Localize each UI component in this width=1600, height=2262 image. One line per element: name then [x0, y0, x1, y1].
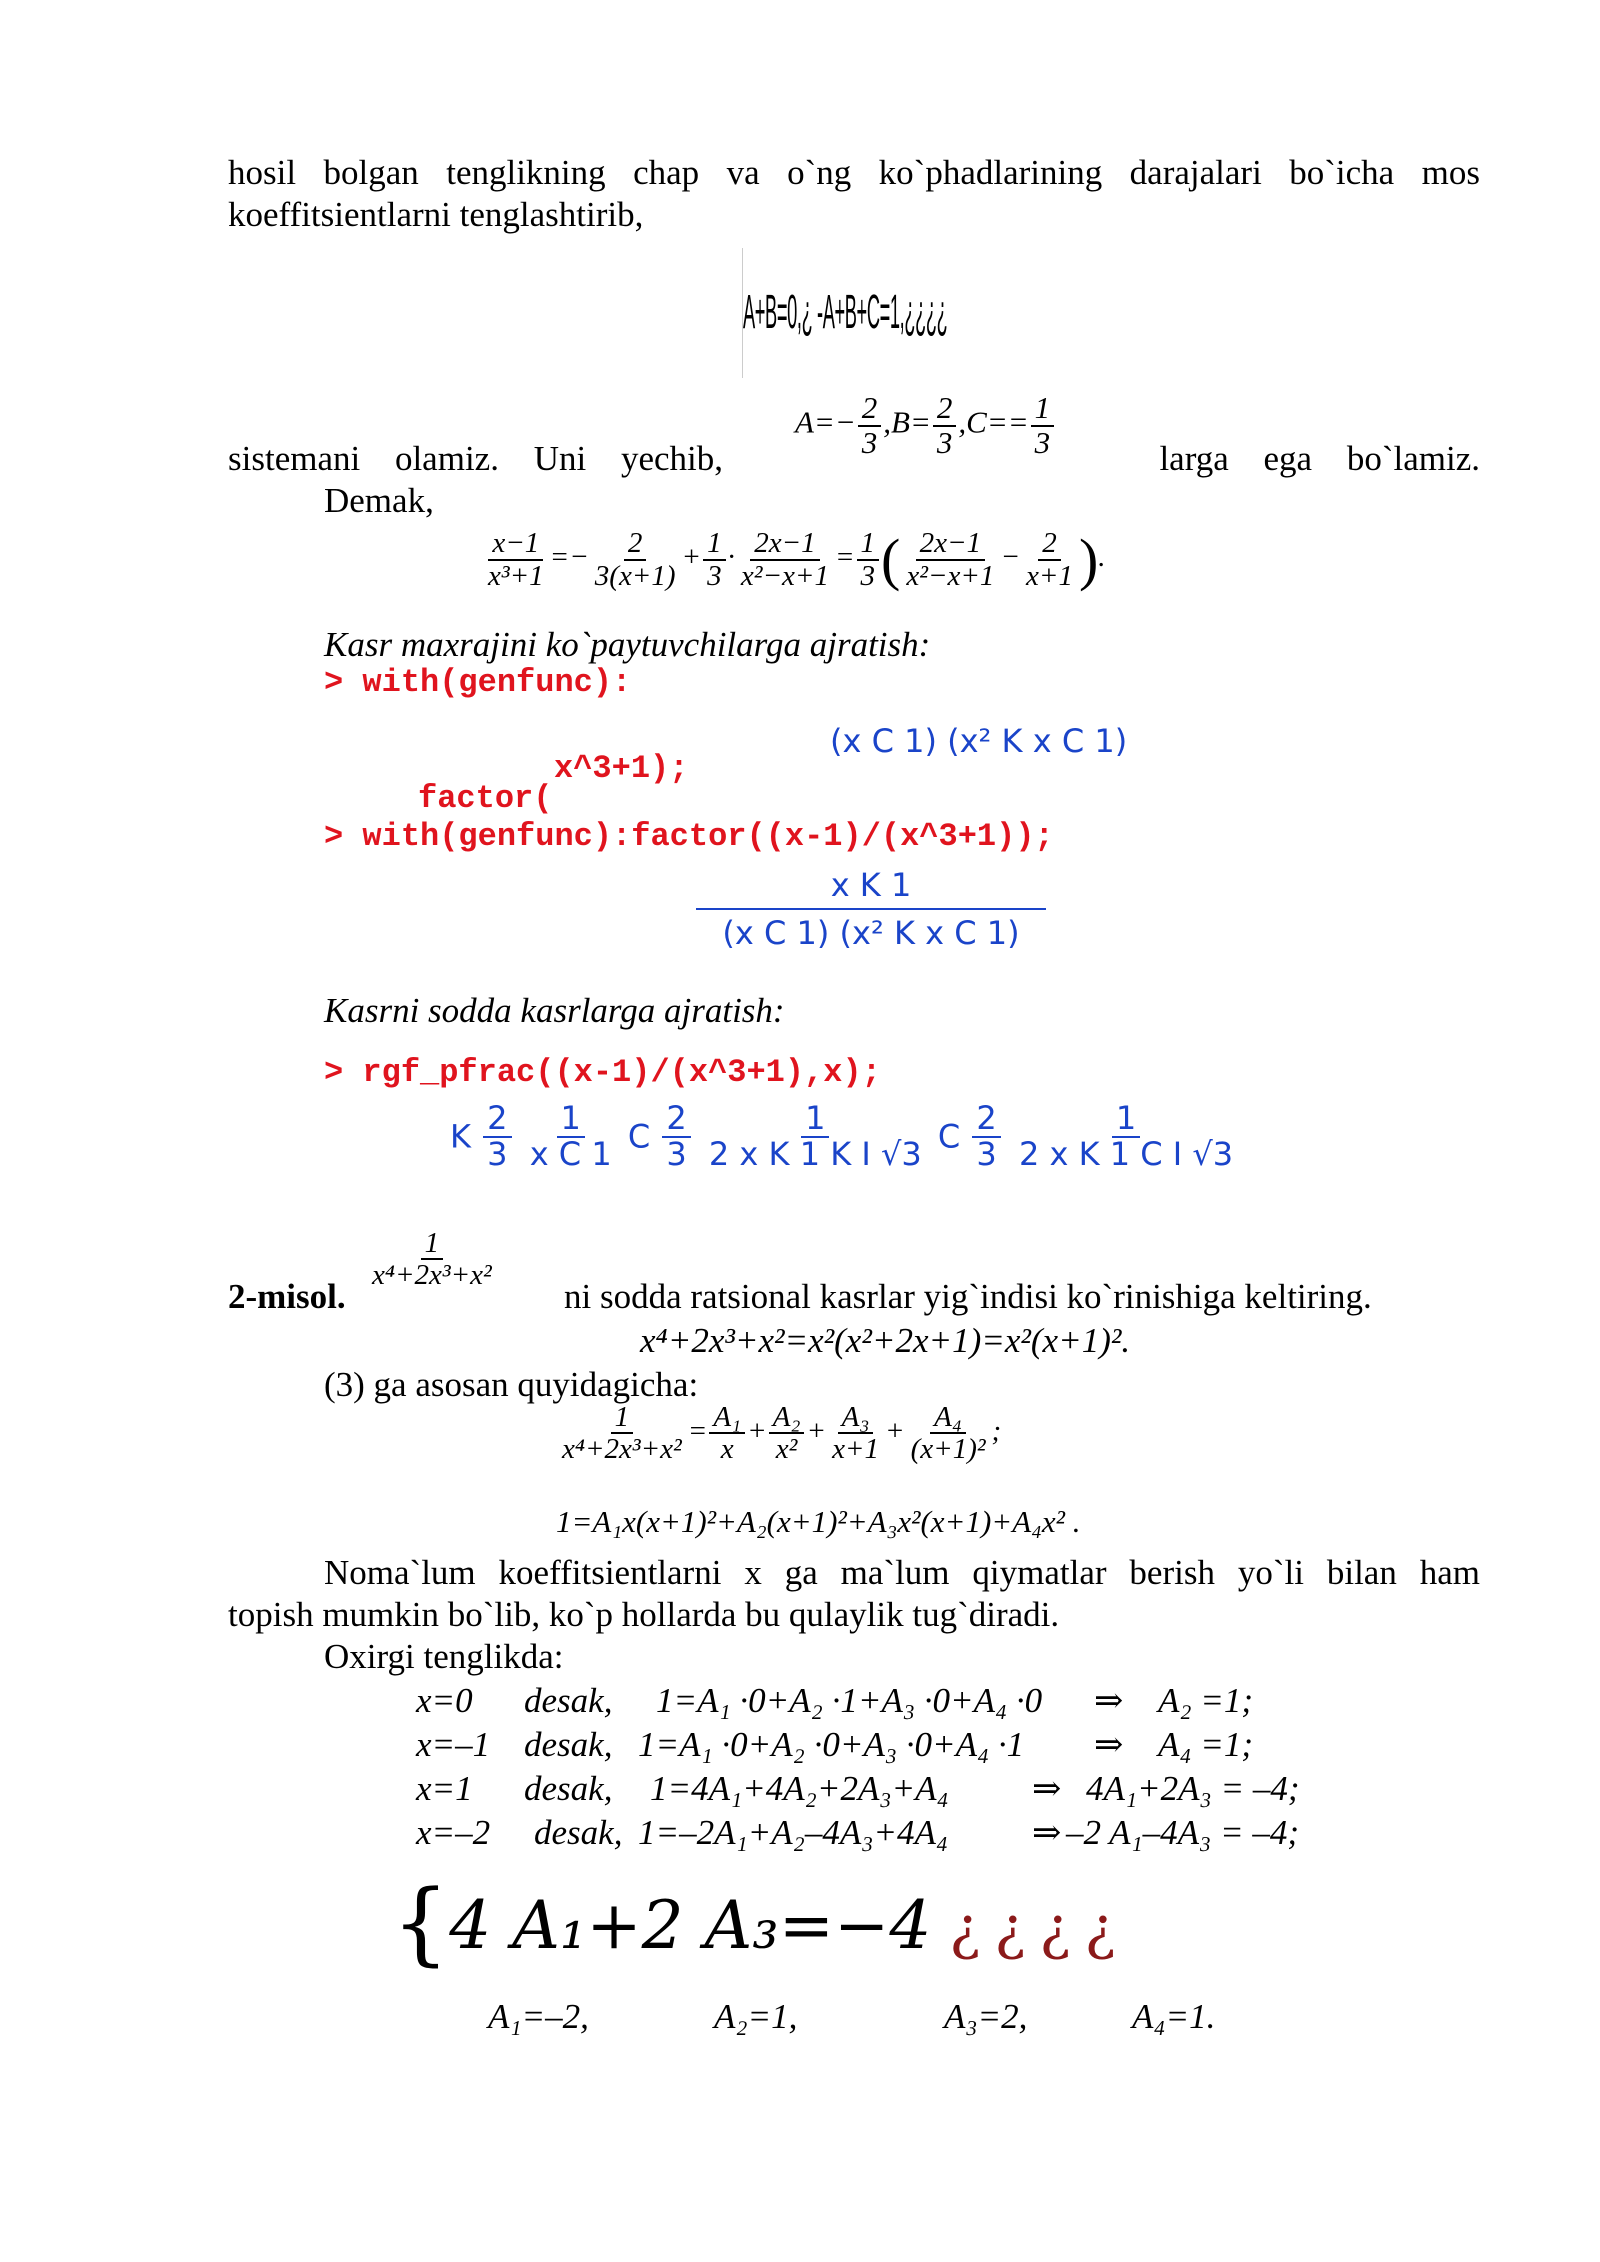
example-label: 2-misol. — [228, 1277, 346, 1316]
case-row: x=–1 desak, 1=A₁ ·0+A₂ ·0+A₃ ·0+A₄ ·1 ⇒ A₄ =1; — [416, 1725, 1254, 1764]
paragraph-line: koeffitsientlarni tenglashtirib, — [228, 195, 644, 234]
maple-command-fragment: factor( — [418, 780, 553, 817]
answer-a4: A₄=1. — [1132, 1997, 1216, 2036]
maple-command: > with(genfunc):factor((x-1)/(x^3+1)); — [324, 818, 1054, 855]
oxirgi-text: Oxirgi tenglikda: — [324, 1637, 564, 1676]
math-a: A=− — [795, 404, 856, 440]
example-fraction: $\frac{1}{\text{x⁴+2x³+x²}}$ — [372, 1227, 492, 1292]
system-equation-image — [742, 248, 973, 378]
paragraph-line: Noma`lum koeffitsientlarni x ga ma`lum qiymatlar berish yo`li bilan ham — [324, 1553, 1480, 1592]
paragraph-line: topish mumkin bo`lib, ko`p hollarda bu qulaylik tug`diradi. — [228, 1595, 1060, 1634]
math-c: ,C== — [958, 404, 1029, 440]
system-placeholders: ¿¿¿¿ — [949, 1894, 1130, 1962]
case-row: x=1 desak, 1=4A₁+4A₂+2A₃+A₄ ⇒ 4A₁+2A₃ = –4; — [416, 1769, 1300, 1808]
case-row: x=–2 desak, 1=–2A₁+A₂–4A₃+4A₄ ⇒ –2 A₁–4A₃ = –4; — [416, 1813, 1299, 1852]
fraction: $\frac{2}{3}$ — [933, 392, 957, 459]
system-equation-text: A+B=0,¿ -A+B+C=1,¿¿¿¿ — [743, 286, 948, 339]
brace: { — [392, 1871, 450, 1976]
big-system — [392, 1871, 1130, 1976]
maple-command-fragment: x^3+1); — [554, 750, 689, 787]
text-sistemani: sistemani olamiz. Uni yechib, — [228, 439, 723, 478]
partial-fraction-equation: $\frac{x-1}{\text{x³+1}}$ =− $\frac{2}{3(x+1)}$ + $\frac{1}{3}$ · $\frac{2x-1}{\text{x²−x+1}}$ = $\frac{1}{3}$ ( $\frac{2x-1}{\text{x²−x+1}}$ − $\frac{2}{x+1}$ ). — [488, 527, 1106, 592]
cases-table — [416, 1680, 1496, 1856]
maple-command: > rgf_pfrac((x-1)/(x^3+1),x); — [324, 1054, 881, 1091]
maple-output-sum: K $\frac{2}{3}$ $\frac{1}{\text{x C 1}}$ C $\frac{2}{3}$ $\frac{1}{\text{2 x K 1 K I √3}}$ C $\frac{2}{3}$ $\frac{1}{\text{2 x K 1 C I √3}}$ — [450, 1099, 1234, 1173]
solution-values — [795, 392, 1056, 459]
paragraph-line: hosil bolgan tenglikning chap va o`ng ko`phadlarining darajalari bo`icha mos — [228, 153, 1480, 192]
answer-a1: A₁=–2, — [488, 1997, 589, 2036]
factorization-line: x⁴+2x³+x²=x²(x²+2x+1)=x²(x+1)². — [640, 1321, 1131, 1360]
text-larga: larga ega bo`lamiz. — [1159, 439, 1480, 478]
answers-row — [488, 1996, 1288, 2040]
decomposition-equation: $\frac{1}{\text{x⁴+2x³+x²}}$ = $\frac{\text{A₁}}{x}$ + $\frac{\text{A₂}}{\text{x²}}$ + $\frac{\text{A₃}}{x+1}$ + $\frac{\text{A₄}}{\text{(x+1)²}}$ ; — [562, 1401, 1002, 1466]
example-text: ni sodda ratsional kasrlar yig`indisi ko`rinishiga keltiring. — [564, 1277, 1372, 1316]
maple-command: > with(genfunc): — [324, 664, 632, 701]
heading-partial: Kasrni sodda kasrlarga ajratish: — [324, 991, 785, 1030]
maple-output: (x C 1) (x² K x C 1) — [830, 722, 1128, 760]
fraction: $\frac{1}{3}$ — [1031, 392, 1055, 459]
demak-text: Demak, — [324, 481, 434, 520]
fraction: $\frac{2}{3}$ — [858, 392, 882, 459]
expanded-equation: 1=A₁x(x+1)²+A₂(x+1)²+A₃x²(x+1)+A₄x² . — [556, 1504, 1081, 1539]
maple-output-fraction: x K 1 (x C 1) (x² K x C 1) — [696, 866, 1046, 952]
heading-factor: Kasr maxrajini ko`paytuvchilarga ajratish: — [324, 625, 931, 664]
based-text: (3) ga asosan quyidagicha: — [324, 1365, 699, 1404]
math-b: ,B= — [883, 404, 931, 440]
answer-a2: A₂=1, — [714, 1997, 798, 2036]
system-equation: 4 A₁+2 A₃=−4 — [449, 1887, 932, 1964]
case-row: x=0 desak, 1=A₁ ·0+A₂ ·1+A₃ ·0+A₄ ·0 ⇒ A₂ =1; — [416, 1681, 1254, 1720]
answer-a3: A₃=2, — [944, 1997, 1028, 2036]
